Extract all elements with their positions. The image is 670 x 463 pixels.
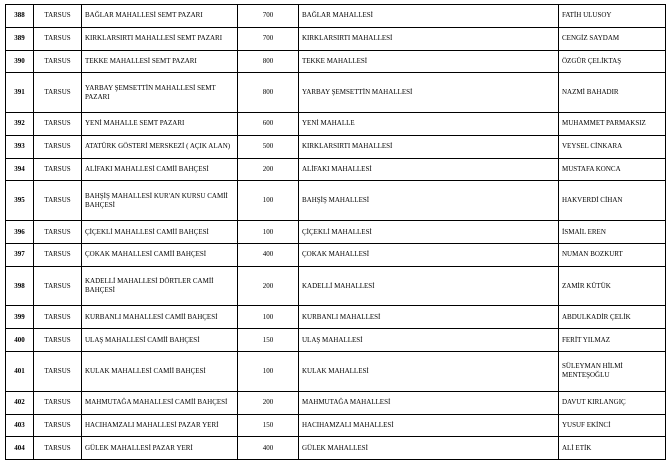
cell-capacity: 200: [238, 158, 299, 181]
cell-official: YUSUF EKİNCİ: [559, 414, 666, 437]
cell-venue: YARBAY ŞEMSETTİN MAHALLESİ SEMT PAZARI: [82, 73, 238, 113]
cell-district: TARSUS: [34, 266, 82, 306]
cell-district: TARSUS: [34, 50, 82, 73]
cell-official: VEYSEL CİNKARA: [559, 135, 666, 158]
cell-capacity: 200: [238, 391, 299, 414]
cell-capacity: 200: [238, 266, 299, 306]
cell-capacity: 600: [238, 113, 299, 136]
cell-capacity: 100: [238, 221, 299, 244]
cell-row-no: 390: [6, 50, 34, 73]
cell-official: ABDULKADİR ÇELİK: [559, 306, 666, 329]
table-row: [6, 135, 666, 158]
cell-district: TARSUS: [34, 5, 82, 28]
cell-district: TARSUS: [34, 351, 82, 391]
table-row: [6, 414, 666, 437]
cell-row-no: 397: [6, 243, 34, 266]
cell-venue: TEKKE MAHALLESİ SEMT PAZARI: [82, 50, 238, 73]
cell-neighborhood: HACIHAMZALI MAHALLESİ: [299, 414, 559, 437]
cell-official: NAZMİ BAHADIR: [559, 73, 666, 113]
cell-venue: KIRKLARSIRTI MAHALLESİ SEMT PAZARI: [82, 27, 238, 50]
cell-neighborhood: GÜLEK MAHALLESİ: [299, 437, 559, 460]
cell-neighborhood: ALİFAKI MAHALLESİ: [299, 158, 559, 181]
cell-official: MUHAMMET PARMAKSIZ: [559, 113, 666, 136]
cell-official: NUMAN BOZKURT: [559, 243, 666, 266]
cell-neighborhood: KURBANLI MAHALLESİ: [299, 306, 559, 329]
cell-row-no: 404: [6, 437, 34, 460]
cell-neighborhood: KULAK MAHALLESİ: [299, 351, 559, 391]
cell-official: FATİH ULUSOY: [559, 5, 666, 28]
cell-venue: KULAK MAHALLESİ CAMİİ BAHÇESİ: [82, 351, 238, 391]
cell-neighborhood: YENİ MAHALLE: [299, 113, 559, 136]
cell-venue: KADELLİ MAHALLESİ DÖRTLER CAMİİ BAHÇESİ: [82, 266, 238, 306]
cell-neighborhood: ÇOKAK MAHALLESİ: [299, 243, 559, 266]
table-row: [6, 306, 666, 329]
cell-neighborhood: BAHŞİŞ MAHALLESİ: [299, 181, 559, 221]
cell-district: TARSUS: [34, 27, 82, 50]
cell-venue: MAHMUTAĞA MAHALLESİ CAMİİ BAHÇESİ: [82, 391, 238, 414]
cell-official: HAKVERDİ CİHAN: [559, 181, 666, 221]
venue-table: [5, 4, 666, 460]
cell-venue: BAĞLAR MAHALLESİ SEMT PAZARI: [82, 5, 238, 28]
table-row: [6, 50, 666, 73]
cell-official: İSMAİL EREN: [559, 221, 666, 244]
cell-row-no: 398: [6, 266, 34, 306]
cell-district: TARSUS: [34, 113, 82, 136]
cell-row-no: 402: [6, 391, 34, 414]
cell-neighborhood: KIRKLARSIRTI MAHALLESİ: [299, 27, 559, 50]
cell-district: TARSUS: [34, 221, 82, 244]
cell-venue: ÇOKAK MAHALLESİ CAMİİ BAHÇESİ: [82, 243, 238, 266]
table-row: [6, 27, 666, 50]
table-row: [6, 113, 666, 136]
cell-district: TARSUS: [34, 73, 82, 113]
cell-official: DAVUT KIRLANGIÇ: [559, 391, 666, 414]
cell-venue: ÇİÇEKLİ MAHALLESİ CAMİİ BAHÇESİ: [82, 221, 238, 244]
cell-neighborhood: YARBAY ŞEMSETTİN MAHALLESİ: [299, 73, 559, 113]
cell-neighborhood: MAHMUTAĞA MAHALLESİ: [299, 391, 559, 414]
cell-official: ÖZGÜR ÇELİKTAŞ: [559, 50, 666, 73]
cell-capacity: 400: [238, 243, 299, 266]
cell-row-no: 403: [6, 414, 34, 437]
cell-row-no: 389: [6, 27, 34, 50]
cell-venue: ULAŞ MAHALLESİ CAMİİ BAHÇESİ: [82, 329, 238, 352]
cell-district: TARSUS: [34, 181, 82, 221]
cell-capacity: 400: [238, 437, 299, 460]
cell-capacity: 100: [238, 351, 299, 391]
cell-district: TARSUS: [34, 243, 82, 266]
table-row: [6, 73, 666, 113]
cell-row-no: 394: [6, 158, 34, 181]
cell-capacity: 150: [238, 414, 299, 437]
cell-row-no: 395: [6, 181, 34, 221]
cell-capacity: 700: [238, 5, 299, 28]
cell-official: CENGİZ SAYDAM: [559, 27, 666, 50]
cell-capacity: 500: [238, 135, 299, 158]
table-row: [6, 437, 666, 460]
cell-district: TARSUS: [34, 329, 82, 352]
cell-district: TARSUS: [34, 437, 82, 460]
cell-row-no: 388: [6, 5, 34, 28]
cell-row-no: 393: [6, 135, 34, 158]
cell-district: TARSUS: [34, 306, 82, 329]
cell-official: ALİ ETİK: [559, 437, 666, 460]
cell-neighborhood: KADELLİ MAHALLESİ: [299, 266, 559, 306]
cell-official: MUSTAFA KONCA: [559, 158, 666, 181]
cell-district: TARSUS: [34, 158, 82, 181]
cell-row-no: 396: [6, 221, 34, 244]
cell-venue: HACIHAMZALI MAHALLESİ PAZAR YERİ: [82, 414, 238, 437]
cell-official: SÜLEYMAN HİLMİ MENTEŞOĞLU: [559, 351, 666, 391]
cell-neighborhood: BAĞLAR MAHALLESİ: [299, 5, 559, 28]
cell-venue: KURBANLI MAHALLESİ CAMİİ BAHÇESİ: [82, 306, 238, 329]
cell-venue: YENİ MAHALLE SEMT PAZARI: [82, 113, 238, 136]
cell-venue: GÜLEK MAHALLESİ PAZAR YERİ: [82, 437, 238, 460]
cell-capacity: 800: [238, 73, 299, 113]
venue-table-body: [6, 5, 666, 460]
cell-capacity: 800: [238, 50, 299, 73]
table-row: [6, 266, 666, 306]
cell-capacity: 700: [238, 27, 299, 50]
cell-venue: ALİFAKI MAHALLESİ CAMİİ BAHÇESİ: [82, 158, 238, 181]
cell-district: TARSUS: [34, 135, 82, 158]
table-row: [6, 243, 666, 266]
cell-capacity: 100: [238, 181, 299, 221]
table-row: [6, 5, 666, 28]
cell-neighborhood: ÇİÇEKLİ MAHALLESİ: [299, 221, 559, 244]
cell-official: ZAMİR KÜTÜK: [559, 266, 666, 306]
cell-neighborhood: KIRKLARSIRTI MAHALLESİ: [299, 135, 559, 158]
cell-capacity: 100: [238, 306, 299, 329]
table-row: [6, 351, 666, 391]
cell-row-no: 400: [6, 329, 34, 352]
cell-neighborhood: TEKKE MAHALLESİ: [299, 50, 559, 73]
table-row: [6, 181, 666, 221]
cell-neighborhood: ULAŞ MAHALLESİ: [299, 329, 559, 352]
table-row: [6, 158, 666, 181]
cell-row-no: 401: [6, 351, 34, 391]
cell-venue: BAHŞİŞ MAHALLESİ KUR'AN KURSU CAMİİ BAHÇESİ: [82, 181, 238, 221]
cell-venue: ATATÜRK GÖSTERİ MERSKEZİ ( AÇIK ALAN): [82, 135, 238, 158]
cell-capacity: 150: [238, 329, 299, 352]
cell-row-no: 392: [6, 113, 34, 136]
cell-district: TARSUS: [34, 414, 82, 437]
cell-district: TARSUS: [34, 391, 82, 414]
cell-row-no: 399: [6, 306, 34, 329]
cell-row-no: 391: [6, 73, 34, 113]
cell-official: FERİT YILMAZ: [559, 329, 666, 352]
table-row: [6, 221, 666, 244]
table-row: [6, 329, 666, 352]
table-row: [6, 391, 666, 414]
